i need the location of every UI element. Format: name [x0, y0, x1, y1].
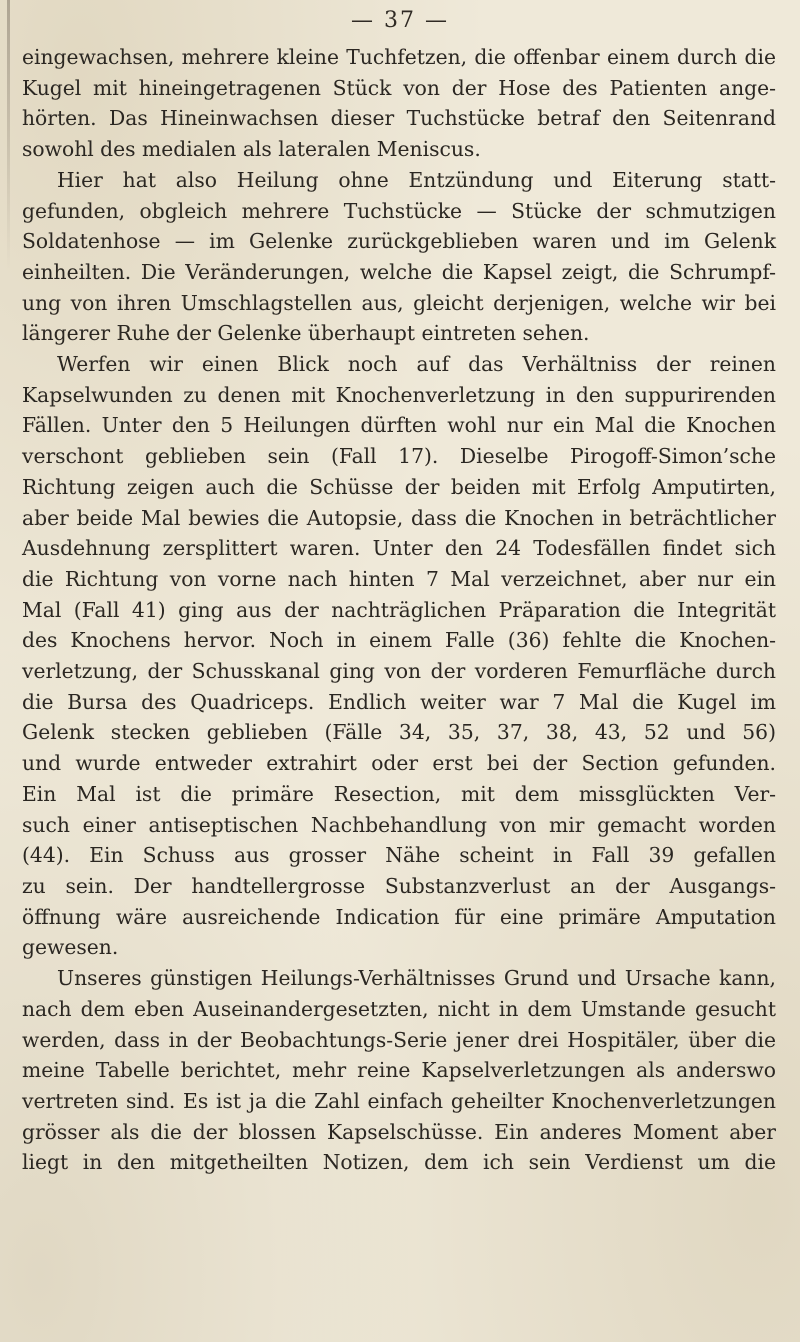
text-line: die Bursa des Quadriceps. Endlich weiter war 7 Mal die Kugel im	[22, 689, 776, 714]
text-line: meine Tabelle berichtet, mehr reine Kapselverletzungen als anderswo	[22, 1058, 776, 1083]
text-line: ung von ihren Umschlagstellen aus, gleicht derjenigen, welche wir bei	[22, 290, 776, 315]
text-line: Ein Mal ist die primäre Resection, mit dem missglückten Ver-	[22, 781, 776, 806]
text-line: des Knochens hervor. Noch in einem Falle (36) fehlte die Knochen-	[22, 628, 776, 653]
text-line: grösser als die der blossen Kapselschüsse. Ein anderes Moment aber	[22, 1119, 776, 1144]
text-line: Fällen. Unter den 5 Heilungen dürften wohl nur ein Mal die Knochen	[22, 413, 776, 438]
text-line: Mal (Fall 41) ging aus der nachträglichen Präparation die Integrität	[22, 597, 776, 622]
text-line: (44). Ein Schuss aus grosser Nähe scheint in Fall 39 gefallen	[22, 843, 776, 868]
text-line: Werfen wir einen Blick noch auf das Verhältniss der reinen	[57, 352, 776, 377]
text-line: Unseres günstigen Heilungs-Verhältnisses Grund und Ursache kann,	[57, 966, 776, 991]
text-line: gewesen.	[22, 935, 119, 960]
text-line: Ausdehnung zersplittert waren. Unter den 24 Todesfällen findet sich	[22, 536, 776, 561]
text-line: Kapselwunden zu denen mit Knochenverletzung in den suppurirenden	[22, 382, 776, 407]
text-line: sowohl des medialen als lateralen Meniscus.	[22, 137, 481, 162]
page-number: — 37 —	[351, 8, 449, 33]
text-line: längerer Ruhe der Gelenke überhaupt eintreten sehen.	[22, 321, 590, 346]
text-line: die Richtung von vorne nach hinten 7 Mal verzeichnet, aber nur ein	[22, 566, 776, 591]
text-line: aber beide Mal bewies die Autopsie, dass die Knochen in beträchtlicher	[22, 505, 776, 530]
text-line: einheilten. Die Veränderungen, welche die Kapsel zeigt, die Schrumpf-	[22, 259, 776, 284]
paragraph-4	[22, 963, 776, 1178]
text-line: Gelenk stecken geblieben (Fälle 34, 35, 37, 38, 43, 52 und 56)	[22, 720, 776, 745]
text-line: Soldatenhose — im Gelenke zurückgeblieben waren und im Gelenk	[22, 229, 776, 254]
text-line: verletzung, der Schusskanal ging von der vorderen Femurfläche durch	[22, 659, 776, 684]
text-line: such einer antiseptischen Nachbehandlung von mir gemacht worden	[22, 812, 776, 837]
text-line: Hier hat also Heilung ohne Entzündung und Eiterung statt-	[57, 167, 776, 192]
text-line: werden, dass in der Beobachtungs-Serie jener drei Hospitäler, über die	[22, 1027, 776, 1052]
text-line: gefunden, obgleich mehrere Tuchstücke — Stücke der schmutzigen	[22, 198, 776, 223]
text-line: eingewachsen, mehrere kleine Tuchfetzen, die offenbar einem durch die	[22, 45, 776, 69]
text-line: zu sein. Der handtellergrosse Substanzverlust an der Ausgangs-	[22, 873, 776, 898]
text-line: hörten. Das Hineinwachsen dieser Tuchstücke betraf den Seitenrand	[22, 106, 776, 131]
body-text	[22, 42, 776, 1178]
text-line: Richtung zeigen auch die Schüsse der beiden mit Erfolg Amputirten,	[22, 474, 776, 499]
text-line: verschont geblieben sein (Fall 17). Dieselbe Pirogoff-Simon’sche	[22, 444, 776, 469]
text-line: öffnung wäre ausreichende Indication für eine primäre Amputation	[22, 904, 776, 929]
text-line: vertreten sind. Es ist ja die Zahl einfach geheilter Knochenverletzungen	[22, 1088, 776, 1113]
paragraph-2	[22, 165, 776, 349]
binding-edge-shadow	[7, 0, 10, 270]
paragraph-1	[22, 42, 776, 165]
paragraph-3	[22, 349, 776, 963]
text-line: und wurde entweder extrahirt oder erst bei der Section gefunden.	[22, 751, 776, 776]
text-line: nach dem eben Auseinandergesetzten, nicht in dem Umstande gesucht	[22, 996, 776, 1021]
text-line: liegt in den mitgetheilten Notizen, dem ich sein Verdienst um die	[22, 1150, 776, 1175]
text-line: Kugel mit hineingetragenen Stück von der Hose des Patienten ange-	[22, 75, 776, 100]
